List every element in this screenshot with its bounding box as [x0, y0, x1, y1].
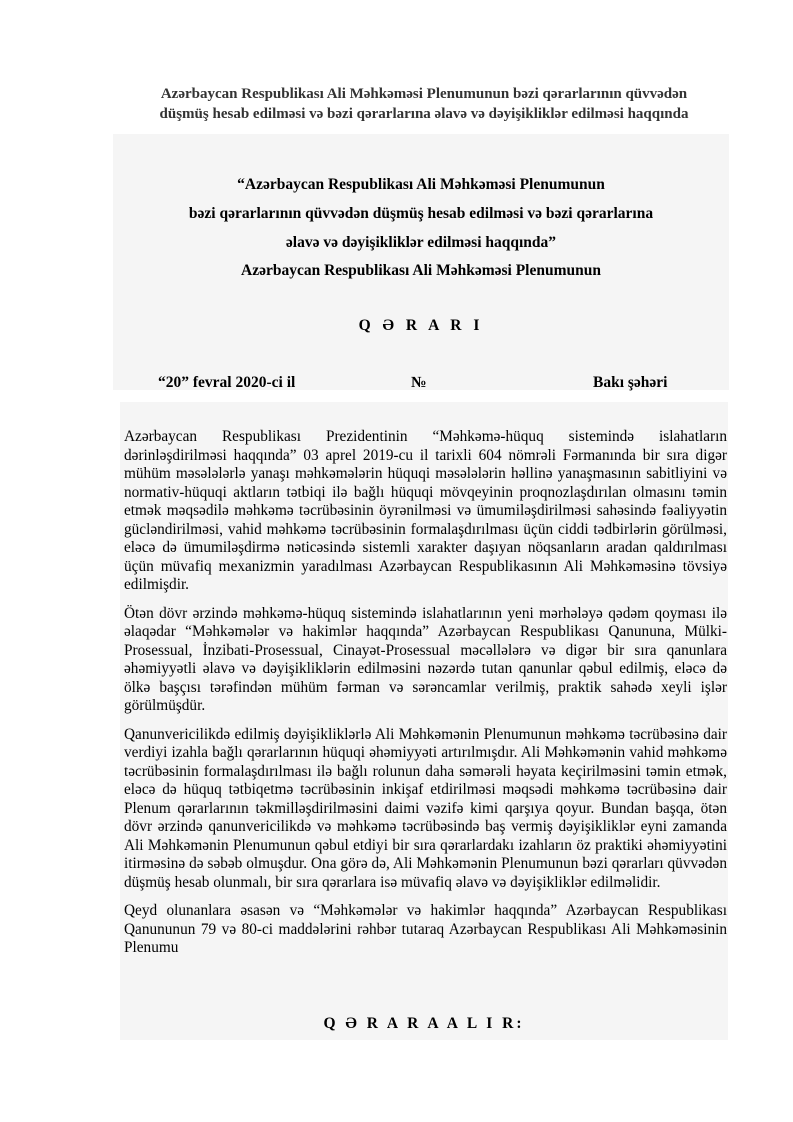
document-title — [120, 84, 728, 124]
decision-body-block — [120, 402, 728, 1040]
body-text — [124, 428, 727, 968]
body-paragraph-4: Qeyd olunanlara əsasən və “Məhkəmələr və hakimlər haqqında” Azərbaycan Respublikası Qanununun 79 və 80-ci maddələrini rəhbər tutaraq Azərbaycan Respublikası Ali Məhkəməsinin Plenumu — [124, 902, 727, 956]
header-line-3: əlavə və dəyişikliklər edilməsi haqqında” — [285, 234, 557, 251]
decision-label: Q Ə R A R I — [358, 317, 484, 334]
header-line-1: “Azərbaycan Respublikası Ali Məhkəməsi Plenumunun — [237, 176, 605, 193]
decision-city: Bakı şəhəri — [593, 374, 668, 391]
decision-date: “20” fevral 2020-ci il — [158, 374, 296, 391]
body-paragraph-1: Azərbaycan Respublikası Prezidentinin “Məhkəmə-hüquq sistemində islahatların dərinləşdirilməsi haqqında” 03 aprel 2019-cu il tarixli 604 nömrəli Fərmanında bir sıra digər mühüm məsələlərlə yanaşı məhkəmələrin hüquqi məsələlərin həllinə yanaşmasının sabitliyini və normativ-hüquqi aktların tətbiqi ilə bağlı hüquqi mövqeyinin proqnozlaşdırılan olmasını təmin etmək məqsədilə məhkəmə təcrübəsinin öyrənilməsi və ümumiləşdirilməsi sahəsində fəaliyyətin gücləndirilməsi, vahid məhkəmə təcrübəsinin formalaşdırılması üçün ciddi tədbirlərin görülməsi, eləcə də ümumiləşdirmə nəticəsində sistemli xarakter daşıyan nöqsanların aradan qaldırılması üçün müvafiq mexanizmin yaradılması Azərbaycan Respublikasının Ali Məhkəməsinə tövsiyə edilmişdir. — [124, 428, 727, 593]
header-line-2: bəzi qərarlarının qüvvədən düşmüş hesab edilməsi və bəzi qərarlarına — [188, 205, 654, 222]
header-line-4: Azərbaycan Respublikası Ali Məhkəməsi Plenumunun — [241, 262, 601, 279]
decision-number-label: № — [411, 374, 427, 391]
decision-heading: Q Ə R A R A A L I R: — [323, 1015, 525, 1032]
body-paragraph-2: Ötən dövr ərzində məhkəmə-hüquq sistemində islahatlarının yeni mərhələyə qədəm qoyması ilə əlaqədar “Məhkəmələr və hakimlər haqqında” Azərbaycan Respublikası Qanununa, Mülki-Prosessual, İnzibati-Prosessual, Cinayət-Prosessual məcəllələrə və digər bir sıra qanunlara əhəmiyyətli əlavə və dəyişikliklərin edilməsini nəzərdə tutan qanunlar qəbul edilmiş, eləcə də ölkə başçısı tərəfindən mühüm fərman və sərəncamlar verilmiş, praktik sahədə xeyli işlər görülmüşdür. — [124, 604, 727, 714]
document-title-line-1: Azərbaycan Respublikası Ali Məhkəməsi Plenumunun bəzi qərarlarının qüvvədən — [160, 86, 688, 102]
decision-header-block — [113, 134, 729, 390]
document-title-line-2: düşmüş hesab edilməsi və bəzi qərarlarına əlavə və dəyişikliklər edilməsi haqqında — [159, 106, 689, 122]
body-paragraph-3: Qanunvericilikdə edilmiş dəyişikliklərlə Ali Məhkəmənin Plenumunun məhkəmə təcrübəsinə dair verdiyi izahla bağlı qərarlarının hüquqi əhəmiyyəti artırılmışdır. Ali Məhkəmənin vahid məhkəmə təcrübəsinin formalaşdırılması ilə bağlı rolunun daha səmərəli həyata keçirilməsini təmin etmək, eləcə də hüquq tətbiqetmə təcrübəsinin inkişaf etdirilməsi məqsədi məhkəmə təcrübəsinə dair Plenum qərarlarının təkmilləşdirilməsini daimi vəzifə kimi qarşıya qoyur. Bundan başqa, ötən dövr ərzində qanunvericilikdə və məhkəmə təcrübəsində baş vermiş dəyişikliklər eyni zamanda Ali Məhkəmənin Plenumunun qəbul etdiyi bir sıra qərarlardakı izahların öz praktiki əhəmiyyətini itirməsinə də səbəb olmuşdur. Ona görə də, Ali Məhkəmənin Plenumunun bəzi qərarları qüvvədən düşmüş hesab olunmalı, bir sıra qərarlara isə müvafiq əlavə və dəyişikliklər edilməlidir. — [124, 725, 727, 891]
